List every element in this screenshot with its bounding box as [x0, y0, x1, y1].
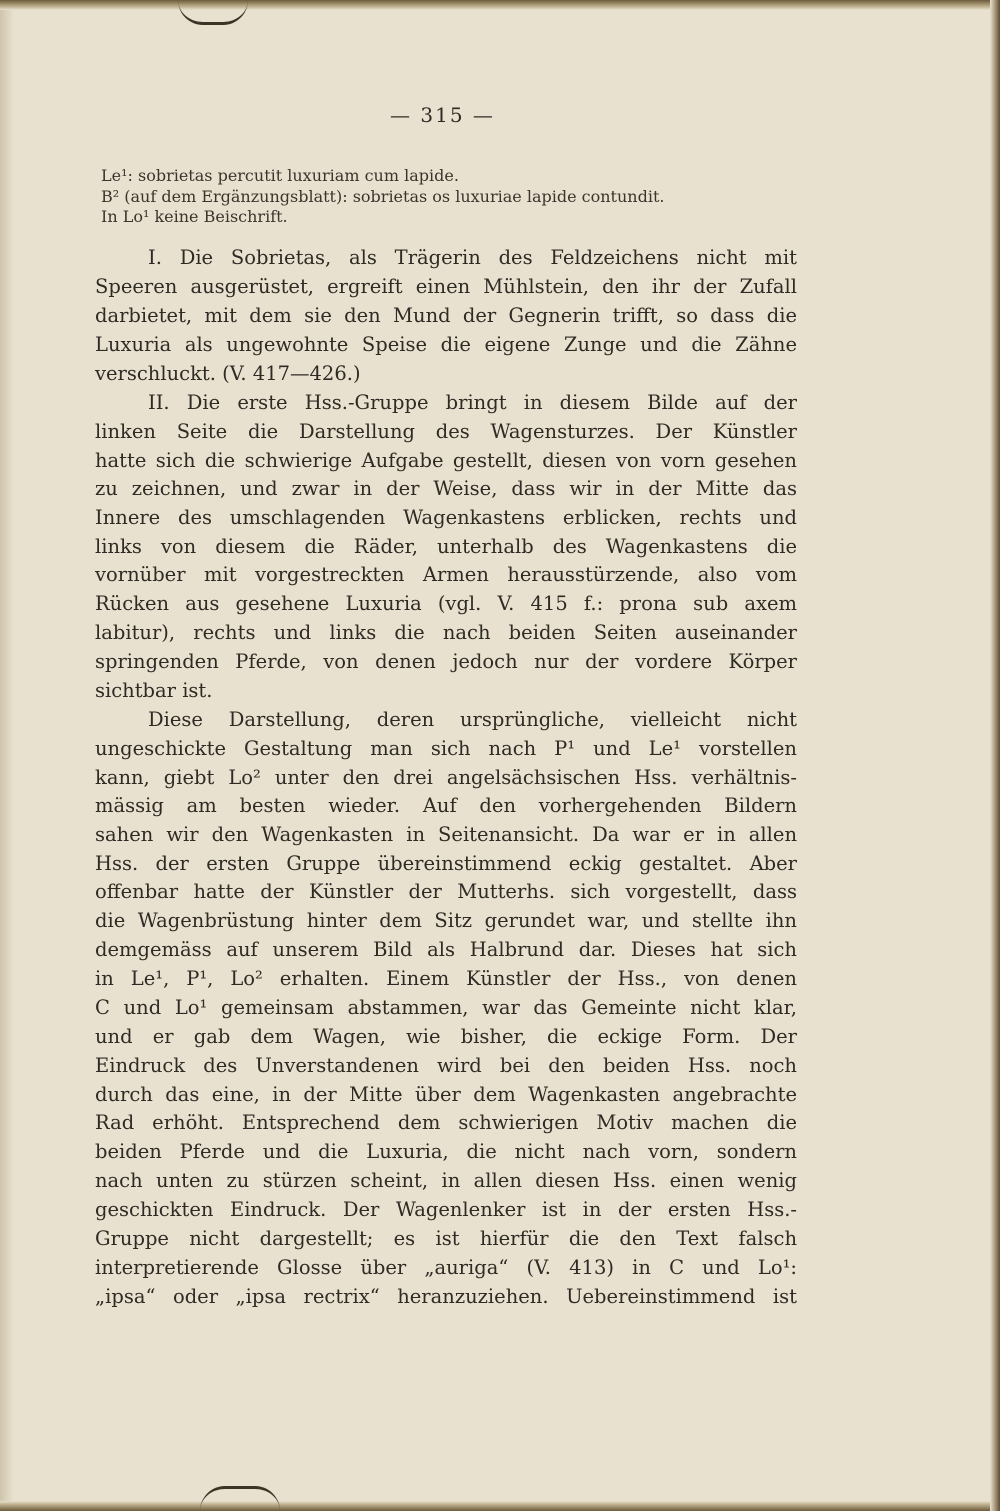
caption-line: In Lo¹ keine Beischrift.: [101, 207, 288, 226]
body-line: sahen wir den Wagenkasten in Seitenansicht. Da war er in allen: [95, 823, 797, 846]
body-line: Rad erhöht. Entsprechend dem schwierigen Motiv machen die: [95, 1111, 797, 1134]
body-line: demgemäss auf unserem Bild als Halbrund dar. Dieses hat sich: [95, 938, 797, 961]
body-line: die Wagenbrüstung hinter dem Sitz gerundet war, und stellte ihn: [95, 909, 797, 932]
body-line: Hss. der ersten Gruppe übereinstimmend eckig gestaltet. Aber: [95, 852, 797, 875]
body-line: labitur), rechts und links die nach beiden Seiten auseinander: [95, 621, 797, 644]
body-line: verschluckt. (V. 417—426.): [95, 362, 361, 385]
body-line: und er gab dem Wagen, wie bisher, die eckige Form. Der: [95, 1025, 797, 1048]
binding-clip-top: [178, 0, 248, 25]
body-line: hatte sich die schwierige Aufgabe gestellt, diesen von vorn gesehen: [95, 449, 797, 472]
body-line: linken Seite die Darstellung des Wagensturzes. Der Künstler: [95, 420, 797, 443]
caption-line: B² (auf dem Ergänzungsblatt): sobrietas os luxuriae lapide contundit.: [101, 187, 665, 206]
body-line: mässig am besten wieder. Auf den vorhergehenden Bildern: [95, 794, 797, 817]
body-line: beiden Pferde und die Luxuria, die nicht nach vorn, sondern: [95, 1140, 797, 1163]
caption-line: Le¹: sobrietas percutit luxuriam cum lapide.: [101, 166, 459, 185]
body-line: zu zeichnen, und zwar in der Weise, dass wir in der Mitte das: [95, 477, 797, 500]
body-line: II. Die erste Hss.-Gruppe bringt in diesem Bilde auf der: [148, 391, 797, 414]
body-line: kann, giebt Lo² unter den drei angelsächsischen Hss. verhältnis-: [95, 766, 797, 789]
body-line: darbietet, mit dem sie den Mund der Gegnerin trifft, so dass die: [95, 304, 797, 327]
body-line: I. Die Sobrietas, als Trägerin des Feldzeichens nicht mit: [148, 246, 797, 269]
body-line: Eindruck des Unverstandenen wird bei den beiden Hss. noch: [95, 1054, 797, 1077]
body-line: sichtbar ist.: [95, 679, 213, 702]
body-line: Rücken aus gesehene Luxuria (vgl. V. 415 f.: prona sub axem: [95, 592, 797, 615]
body-line: offenbar hatte der Künstler der Mutterhs. sich vorgestellt, dass: [95, 880, 797, 903]
binding-clip-bottom: [200, 1486, 280, 1511]
book-bottom-edge: [0, 1501, 1000, 1511]
body-line: Gruppe nicht dargestellt; es ist hierfür die den Text falsch: [95, 1227, 797, 1250]
body-line: interpretierende Glosse über „auriga“ (V. 413) in C und Lo¹:: [95, 1256, 797, 1279]
body-line: Innere des umschlagenden Wagenkastens erblicken, rechts und: [95, 506, 797, 529]
body-line: in Le¹, P¹, Lo² erhalten. Einem Künstler der Hss., von denen: [95, 967, 797, 990]
body-line: ungeschickte Gestaltung man sich nach P¹ und Le¹ vorstellen: [95, 737, 797, 760]
body-line: nach unten zu stürzen scheint, in allen diesen Hss. einen wenig: [95, 1169, 797, 1192]
body-line: C und Lo¹ gemeinsam abstammen, war das Gemeinte nicht klar,: [95, 996, 797, 1019]
body-line: vornüber mit vorgestreckten Armen herausstürzende, also vom: [95, 563, 797, 586]
book-fore-edge: [990, 0, 1000, 1511]
body-line: Diese Darstellung, deren ursprüngliche, vielleicht nicht: [148, 708, 797, 731]
body-line: links von diesem die Räder, unterhalb des Wagenkastens die: [95, 535, 797, 558]
page-number: — 315 —: [390, 103, 495, 127]
book-top-edge: [0, 0, 1000, 10]
body-line: Luxuria als ungewohnte Speise die eigene Zunge und die Zähne: [95, 333, 797, 356]
body-line: springenden Pferde, von denen jedoch nur der vordere Körper: [95, 650, 797, 673]
page-gutter-shadow: [0, 0, 14, 1511]
body-line: Speeren ausgerüstet, ergreift einen Mühlstein, den ihr der Zufall: [95, 275, 797, 298]
body-line: geschickten Eindruck. Der Wagenlenker ist in der ersten Hss.-: [95, 1198, 797, 1221]
body-line: durch das eine, in der Mitte über dem Wagenkasten angebrachte: [95, 1083, 797, 1106]
body-line: „ipsa“ oder „ipsa rectrix“ heranzuziehen. Uebereinstimmend ist: [95, 1285, 797, 1308]
